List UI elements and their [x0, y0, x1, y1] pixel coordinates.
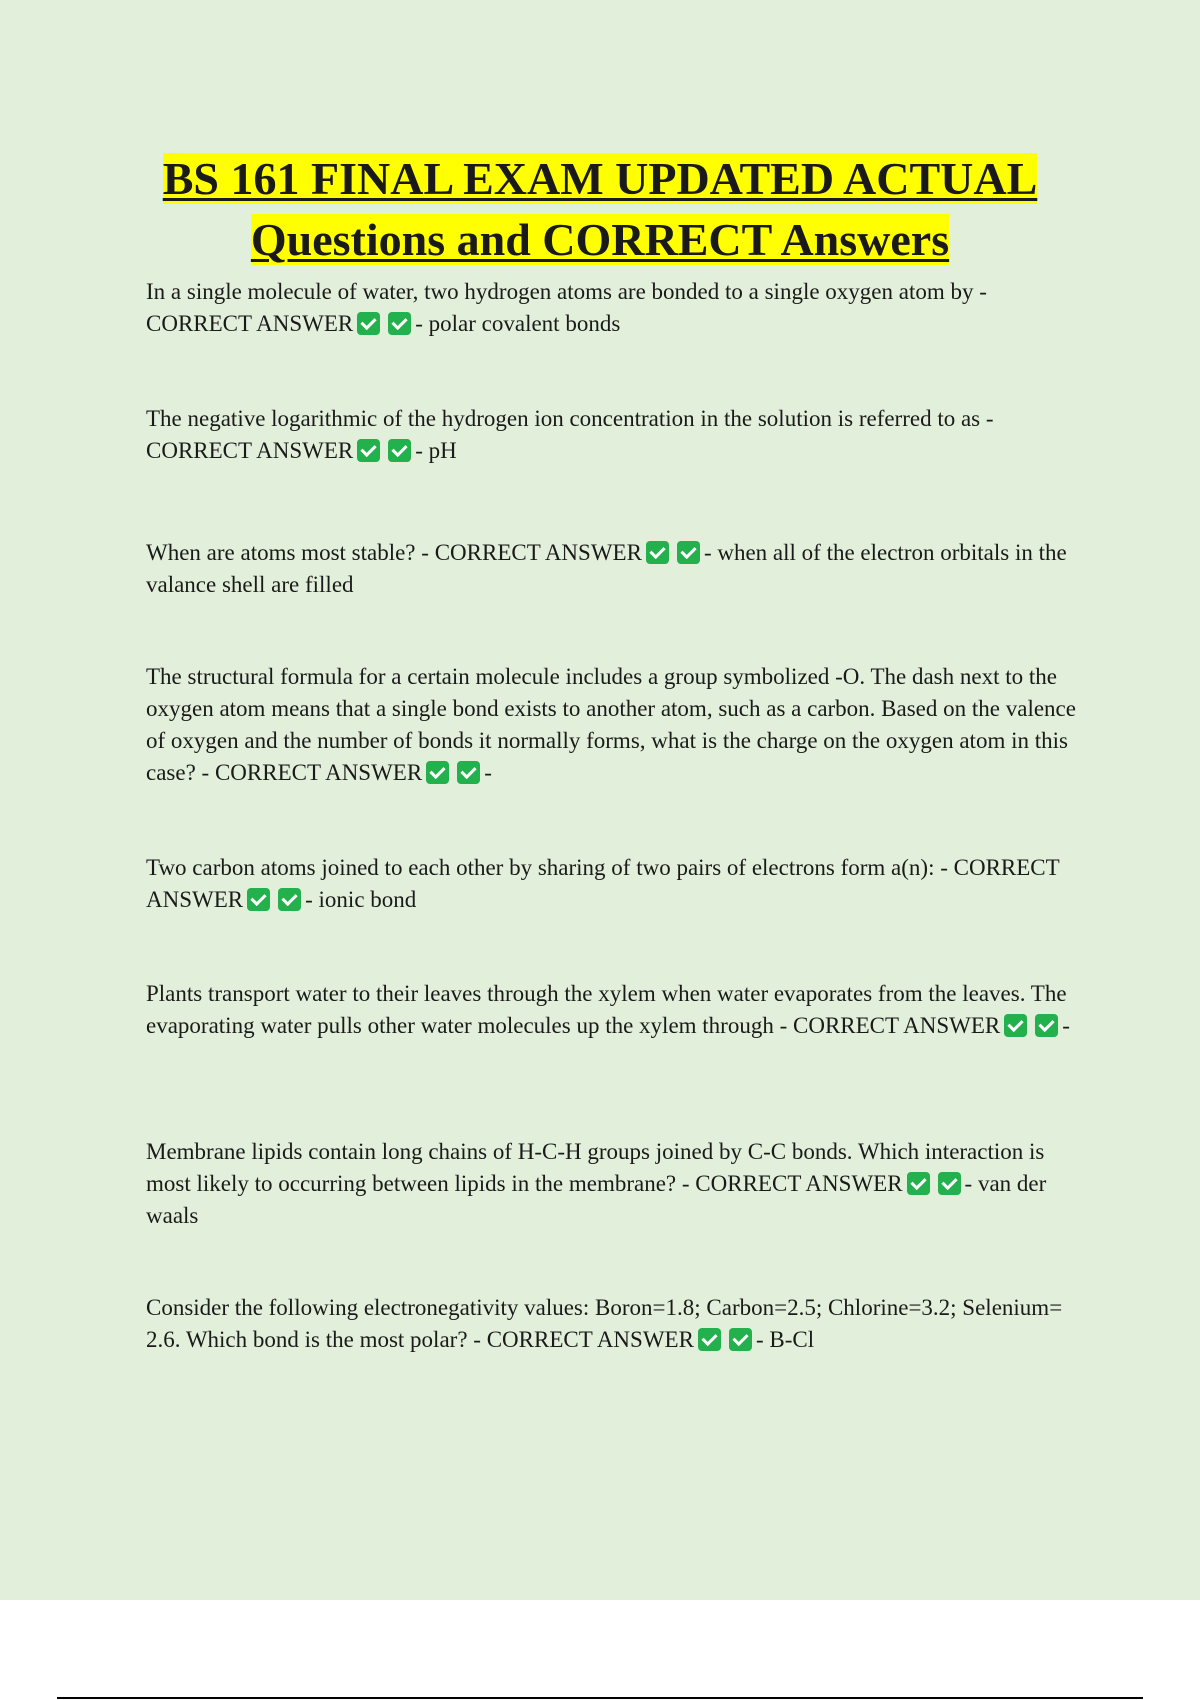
answer-text: - when all of the electron orbitals in the valance shell are filled [146, 540, 1067, 597]
check-icon [357, 312, 380, 335]
qa-item-4 [146, 661, 1081, 789]
footer-divider [57, 1697, 1143, 1699]
answer-text: - van der waals [146, 1171, 1047, 1228]
title-line-1: BS 161 FINAL EXAM UPDATED ACTUAL [162, 153, 1038, 204]
check-icon [388, 439, 411, 462]
qa-item-3 [146, 537, 1081, 601]
answer-text: - polar covalent bonds [415, 311, 621, 336]
answer-label: CORRECT ANSWER [146, 855, 1060, 912]
document-title [100, 148, 1100, 270]
question-text: Plants transport water to their leaves through the xylem when water evaporates from the leaves. The evaporating water pulls other water molecules up the xylem through - [146, 981, 1067, 1038]
answer-label: CORRECT ANSWER [695, 1171, 903, 1196]
question-text: In a single molecule of water, two hydrogen atoms are bonded to a single oxygen atom by - [146, 279, 987, 304]
check-icon [907, 1172, 930, 1195]
answer-label: CORRECT ANSWER [434, 540, 642, 565]
check-icon [278, 888, 301, 911]
check-icon [357, 439, 380, 462]
answer-label: CORRECT ANSWER [146, 438, 354, 463]
question-text: The structural formula for a certain molecule includes a group symbolized -O. The dash next to the oxygen atom means that a single bond exists to another atom, such as a carbon. Based on the valence of oxygen and the number of bonds it normally forms, what is the charge on the oxygen atom in this case? - [146, 664, 1076, 785]
check-icon [698, 1328, 721, 1351]
qa-item-7 [146, 1136, 1081, 1232]
qa-item-8 [146, 1292, 1081, 1356]
question-text: When are atoms most stable? - [146, 540, 429, 565]
answer-label: CORRECT ANSWER [146, 311, 354, 336]
check-icon [1004, 1014, 1027, 1037]
question-text: Consider the following electronegativity values: Boron=1.8; Carbon=2.5; Chlorine=3.2; Selenium= 2.6. Which bond is the most polar? - [146, 1295, 1063, 1352]
answer-text: - pH [415, 438, 457, 463]
qa-item-5 [146, 852, 1081, 916]
answer-text: - [484, 760, 492, 785]
qa-item-1 [146, 276, 1081, 340]
answer-label: CORRECT ANSWER [214, 760, 423, 785]
qa-item-6 [146, 978, 1081, 1042]
check-icon [247, 888, 270, 911]
answer-label: CORRECT ANSWER [793, 1013, 1001, 1038]
check-icon [388, 312, 411, 335]
check-icon [457, 761, 480, 784]
check-icon [938, 1172, 961, 1195]
check-icon [646, 541, 669, 564]
check-icon [677, 541, 700, 564]
answer-text: - ionic bond [305, 887, 417, 912]
question-text: Two carbon atoms joined to each other by sharing of two pairs of electrons form a(n): - [146, 855, 948, 880]
qa-item-2 [146, 403, 1081, 467]
check-icon [729, 1328, 752, 1351]
answer-text: - [1062, 1013, 1070, 1038]
question-text: The negative logarithmic of the hydrogen ion concentration in the solution is referred to as - [146, 406, 994, 431]
answer-label: CORRECT ANSWER [486, 1327, 694, 1352]
check-icon [426, 761, 449, 784]
question-text: Membrane lipids contain long chains of H-C-H groups joined by C-C bonds. Which interaction is most likely to occurring between lipids in the membrane? - [146, 1139, 1045, 1196]
answer-text: - B-Cl [755, 1327, 815, 1352]
check-icon [1035, 1014, 1058, 1037]
title-line-2: Questions and CORRECT Answers [250, 214, 950, 265]
